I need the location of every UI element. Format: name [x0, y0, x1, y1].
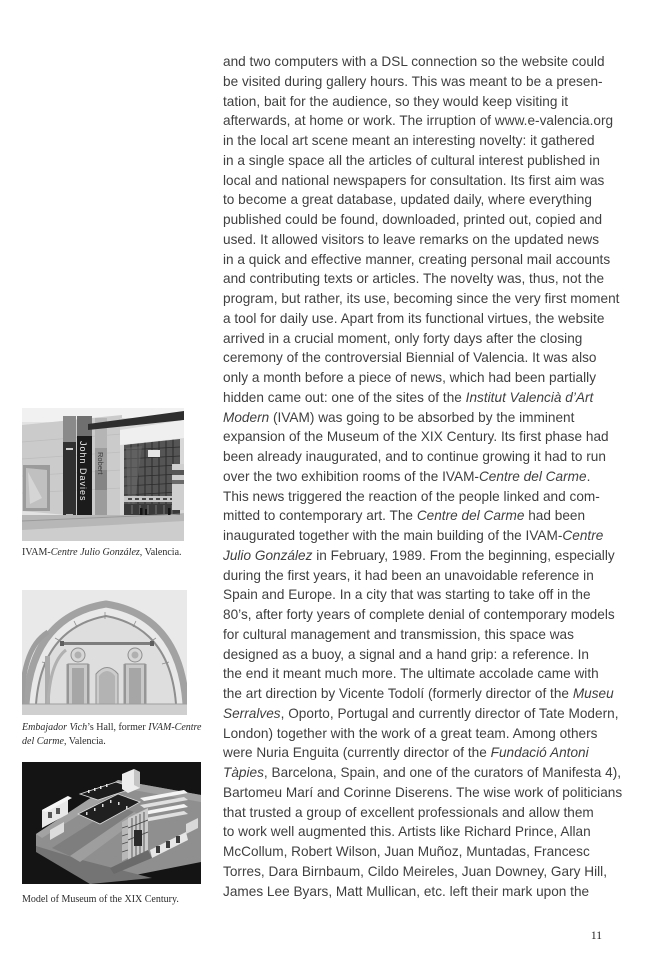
italic-text-segment: Modern	[223, 409, 270, 425]
text-segment: 80’s, after forty years of complete denial of contemporary models	[223, 607, 615, 622]
article-text-line	[223, 368, 645, 388]
text-segment: , Valencia.	[63, 735, 106, 747]
article-text-line	[223, 72, 645, 92]
text-segment: James Lee Byars, Matt Mullican, etc. left their mark upon the	[223, 883, 590, 899]
vaulted-hall-photo	[22, 590, 187, 715]
article-text-line	[223, 724, 645, 744]
text-segment: hidden came out: one of the sites of the	[223, 389, 466, 405]
figure-embajador-vich-hall	[22, 590, 202, 748]
article-text-line	[223, 171, 645, 191]
figure-ivam-centre-julio-gonzalez	[22, 408, 184, 560]
article-text-line	[223, 52, 645, 72]
text-segment: ’s Hall, former	[87, 722, 149, 733]
article-text-line	[223, 388, 645, 408]
article-text-line	[223, 882, 645, 902]
caption-line	[22, 721, 202, 735]
text-segment: Torres, Dara Birnbaum, Cildo Meireles, Juan Downey, Gary Hill,	[223, 863, 608, 879]
text-segment: and two computers with a DSL connection so the website could	[223, 54, 605, 69]
text-segment: McCollum, Robert Wilson, Juan Muñoz, Muntadas, Francesc	[223, 844, 590, 859]
text-segment: Spain and Europe. In a city that was starting to take off in the	[223, 587, 591, 603]
text-segment: Model of Museum of the XIX Century.	[22, 894, 179, 905]
italic-text-segment: Centre del Carme	[478, 468, 587, 484]
italic-text-segment: Embajador Vich	[22, 722, 88, 733]
text-segment: expansion of the Museum of the XIX Century. Its first phase had	[223, 429, 609, 445]
text-segment: designed as a buoy, a signal and a hand grip: a reference. In	[223, 646, 589, 662]
article-text-line	[223, 269, 645, 289]
italic-text-segment: Tàpies	[223, 765, 264, 780]
text-segment: had been	[524, 508, 586, 524]
article-text-line	[223, 447, 645, 467]
article-text-line	[223, 250, 645, 270]
article-text-line	[223, 585, 645, 605]
text-segment: afterwards, at home or work. The irruption of www.e-valencia.org	[223, 113, 614, 129]
article-text-line	[223, 566, 645, 586]
text-segment: , Oporto, Portugal and currently director of Tate Modern,	[280, 705, 619, 721]
ivam-facade-photo	[22, 408, 184, 541]
article-text-line	[223, 427, 645, 447]
text-segment: published could be found, downloaded, printed out, copied and	[223, 212, 603, 227]
article-text-line	[223, 664, 645, 684]
text-segment: in February, 1989. From the beginning, especially	[312, 547, 615, 563]
article-text-line	[223, 151, 645, 171]
article-text-line	[223, 803, 645, 823]
text-segment: the end it meant much more. The ultimate accolade came with	[223, 666, 599, 682]
italic-text-segment: Centre del Carme	[416, 508, 525, 524]
figure-caption-museum-model	[22, 893, 201, 907]
text-segment: be visited during gallery hours. This was meant to be a presen-	[223, 73, 603, 89]
article-text-line	[223, 408, 645, 428]
article-text-line	[223, 704, 645, 724]
text-segment: over the two exhibition rooms of the IVAM-	[223, 468, 479, 484]
text-segment: , Barcelona, Spain, and one of the curators of Manifesta 4),	[263, 765, 622, 780]
article-text-line	[223, 546, 645, 566]
article-text-line	[223, 645, 645, 665]
caption-line	[22, 893, 201, 907]
article-text-line	[223, 131, 645, 151]
text-segment: Bartomeu Marí and Corinne Diserens. The wise work of politicians	[223, 784, 623, 800]
text-segment: IVAM-	[22, 547, 51, 558]
text-segment: in a quick and effective manner, creating personal mail accounts	[223, 251, 611, 267]
caption-line	[22, 735, 202, 749]
article-text-line	[223, 92, 645, 112]
text-segment: , Valencia.	[139, 547, 182, 558]
italic-text-segment: Fundació Antoni	[490, 745, 589, 761]
text-segment: arrived in a crucial moment, only forty days after the closing	[223, 330, 583, 346]
italic-text-segment: del Carme	[22, 735, 64, 747]
italic-text-segment: Julio González	[223, 547, 313, 563]
text-segment: only a month before a piece of news, which had been partially	[223, 370, 597, 385]
figure-museum-model	[22, 762, 201, 907]
italic-text-segment: IVAM-Centre	[148, 722, 202, 733]
article-text-line	[223, 783, 645, 803]
article-text-line	[223, 605, 645, 625]
text-segment: for cultural management and transmission, this space was	[223, 626, 574, 642]
article-text-line	[223, 210, 645, 230]
italic-text-segment: Museu	[572, 686, 614, 701]
text-segment: a tool for daily use. Apart from its functional virtues, the website	[223, 310, 605, 326]
article-text-column	[223, 52, 645, 901]
article-text-line	[223, 822, 645, 842]
text-segment: to work well augmented this. Artists like Richard Prince, Allan	[223, 824, 591, 840]
text-segment: London) together with the work of a great team. Among others	[223, 725, 598, 741]
text-segment: during the first years, it had been an unavoidable reference in	[223, 567, 594, 583]
text-segment: the art direction by Vicente Todolí (formerly director of the	[223, 686, 573, 701]
figure-caption-ivam	[22, 546, 184, 560]
text-segment: and contributing texts or articles. The novelty was, thus, not the	[223, 271, 605, 287]
article-text-line	[223, 329, 645, 349]
article-text-line	[223, 506, 645, 526]
text-segment: local and national newspapers for consultation. Its first aim was	[223, 172, 605, 188]
text-segment: in the local art scene meant an interesting novelty: it gathered	[223, 133, 595, 148]
article-text-line	[223, 743, 645, 763]
text-segment: This news triggered the reaction of the people linked and com-	[223, 488, 600, 504]
italic-text-segment: Institut Valencià d’Art	[465, 389, 594, 405]
architectural-model-photo	[22, 762, 201, 884]
article-text-line	[223, 230, 645, 250]
text-segment: (IVAM) was going to be absorbed by the imminent	[269, 409, 575, 425]
figure-caption-embajador-vich	[22, 721, 202, 748]
text-segment: been already inaugurated, and to continue growing it had to run	[223, 449, 606, 464]
article-text-line	[223, 348, 645, 368]
article-text-line	[223, 309, 645, 329]
article-text-line	[223, 111, 645, 131]
italic-text-segment: Centre Julio González	[50, 547, 140, 558]
caption-line	[22, 546, 184, 560]
article-text-line	[223, 289, 645, 309]
italic-text-segment: Serralves	[223, 705, 281, 721]
text-segment: mitted to contemporary art. The	[223, 508, 417, 524]
article-text-line	[223, 625, 645, 645]
page-number: 11	[590, 930, 602, 942]
banner-text-robert: Robert	[96, 452, 105, 475]
text-segment: to become a great database, updated daily, where everything	[223, 192, 592, 208]
italic-text-segment: Centre	[562, 528, 604, 543]
article-text-line	[223, 190, 645, 210]
text-segment: inaugurated together with the main building of the IVAM-	[223, 528, 563, 543]
article-text-line	[223, 487, 645, 507]
text-segment: .	[586, 468, 591, 484]
article-text-line	[223, 763, 645, 783]
text-segment: program, but rather, its use, becoming since the very first moment	[223, 291, 620, 306]
text-segment: used. It allowed visitors to leave remarks on the updated news	[223, 231, 600, 247]
text-segment: tation, bait for the audience, so they would keep visiting it	[223, 93, 569, 109]
article-text-line	[223, 862, 645, 882]
text-segment: ceremony of the controversial Biennial of Valencia. It was also	[223, 350, 597, 366]
article-text-line	[223, 467, 645, 487]
article-text-line	[223, 842, 645, 862]
article-text-line	[223, 526, 645, 546]
text-segment: in a single space all the articles of cultural interest published in	[223, 152, 600, 168]
banner-text-john-davies: John Davies	[78, 441, 88, 502]
article-text-line	[223, 684, 645, 704]
text-segment: were Nuria Enguita (currently director of the	[223, 745, 491, 761]
text-segment: that trusted a group of excellent professionals and allow them	[223, 804, 594, 820]
